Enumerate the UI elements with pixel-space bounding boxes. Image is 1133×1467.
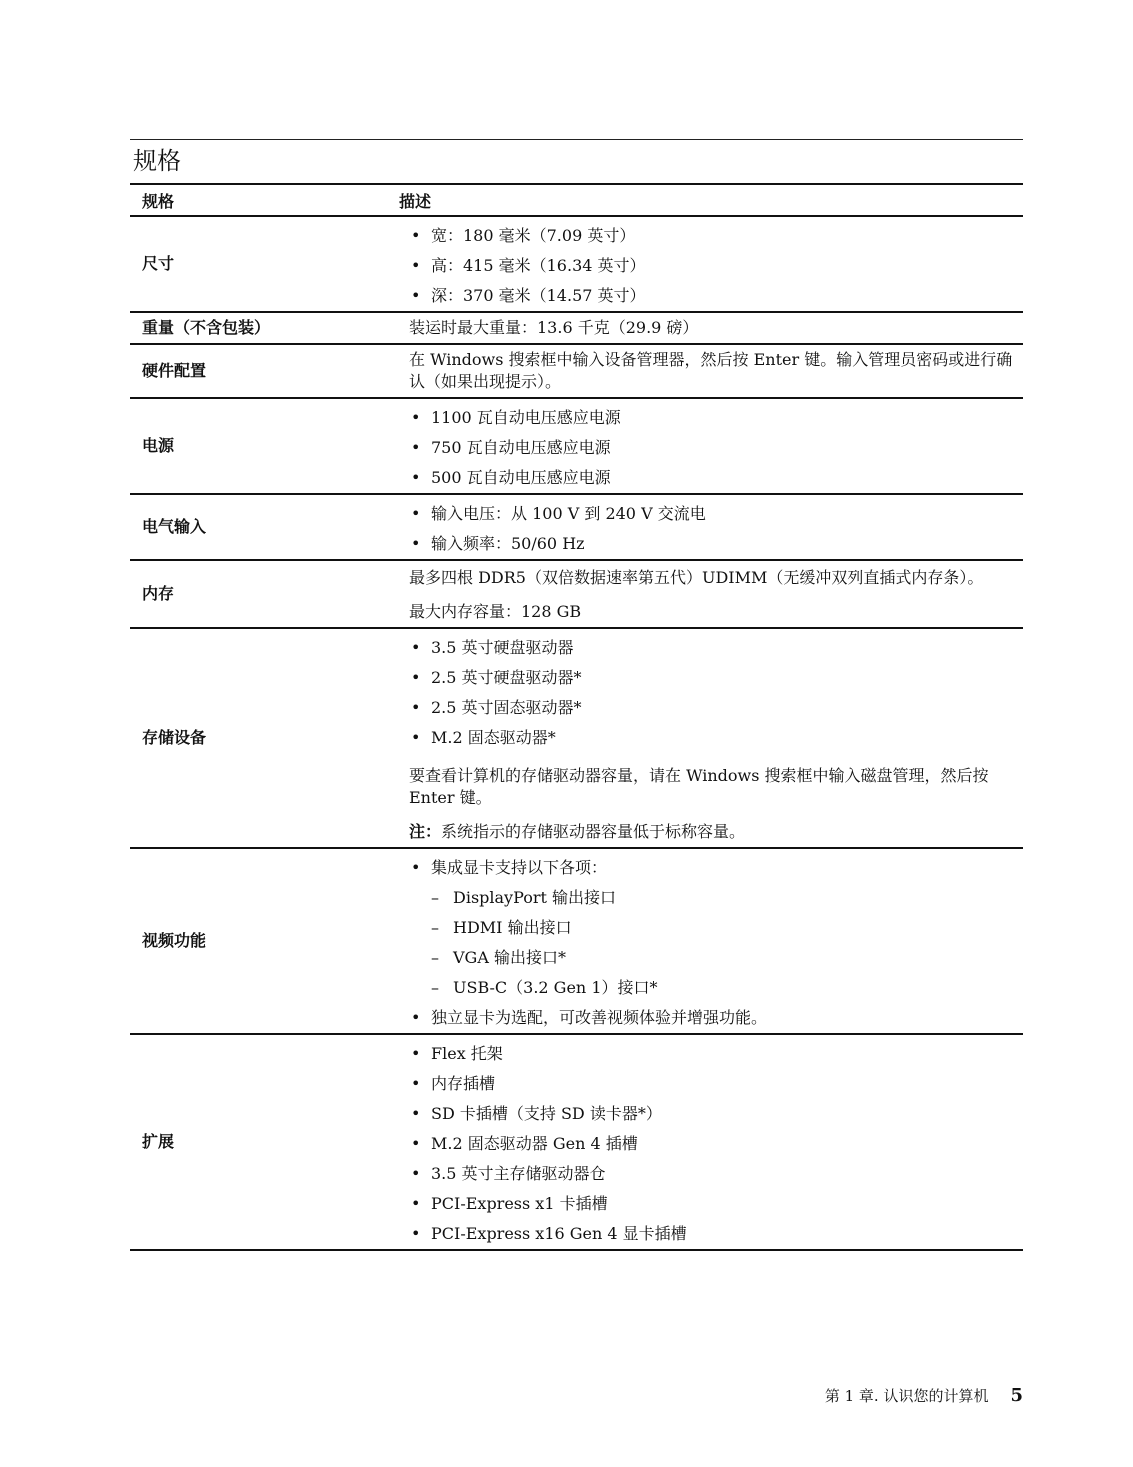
row-label: 电气输入 xyxy=(130,494,399,560)
row-label: 扩展 xyxy=(130,1034,399,1250)
list-item: • 输入电压：从 100 V 到 240 V 交流电 xyxy=(411,504,706,523)
memory-text: 最多四根 DDR5（双倍数据速率第五代）UDIMM（无缓冲双列直插式内存条）。 xyxy=(409,568,984,587)
list-item: • 1100 瓦自动电压感应电源 xyxy=(411,408,621,427)
table-row-memory xyxy=(130,560,1023,628)
list-item: • 内存插槽 xyxy=(411,1074,496,1093)
row-label: 重量（不含包装） xyxy=(130,312,399,344)
row-description: 在 Windows 搜索框中输入设备管理器，然后按 Enter 键。输入管理员密码或进行确认（如果出现提示）。 xyxy=(399,344,1023,398)
table-row-expansion xyxy=(130,1034,1023,1250)
table-row-hardware xyxy=(130,344,1023,398)
row-label: 电源 xyxy=(130,398,399,494)
row-description xyxy=(399,216,1023,312)
memory-capacity: 最大内存容量：128 GB xyxy=(409,602,582,621)
table-row-storage xyxy=(130,628,1023,848)
note-label: 注： xyxy=(409,822,442,841)
list-item: • 独立显卡为选配，可改善视频体验并增强功能。 xyxy=(411,1008,768,1027)
list-item: • 2.5 英寸固态驱动器* xyxy=(411,698,582,717)
table-row-video xyxy=(130,848,1023,1034)
chapter-title: 第 1 章. 认识您的计算机 xyxy=(824,1387,989,1405)
list-item: • 3.5 英寸主存储驱动器仓 xyxy=(411,1164,606,1183)
list-item: • 500 瓦自动电压感应电源 xyxy=(411,468,611,487)
note-text: 系统指示的存储驱动器容量低于标称容量。 xyxy=(441,822,746,841)
page-footer xyxy=(825,1385,1023,1406)
list-item: • 集成显卡支持以下各项： – DisplayPort 输出接口 – HDMI 输出接口 – VGA 输出接口* – USB-C（3.2 Gen 1）接口* xyxy=(409,857,1015,999)
list-item: • 3.5 英寸硬盘驱动器 xyxy=(411,638,574,657)
row-label: 硬件配置 xyxy=(130,344,399,398)
list-item: • 输入频率：50/60 Hz xyxy=(411,534,585,553)
list-item: • M.2 固态驱动器* xyxy=(411,728,556,747)
specifications-table xyxy=(130,183,1023,1251)
specifications-section xyxy=(130,139,1023,1251)
table-row-dimensions xyxy=(130,216,1023,312)
storage-text: 要查看计算机的存储驱动器容量，请在 Windows 搜索框中输入磁盘管理，然后按 Enter 键。 xyxy=(409,766,989,807)
row-label: 存储设备 xyxy=(130,628,399,848)
list-item: • 深：370 毫米（14.57 英寸） xyxy=(411,286,646,305)
sub-list-item: – HDMI 输出接口 xyxy=(431,918,572,937)
row-label: 内存 xyxy=(130,560,399,628)
table-row-power xyxy=(130,398,1023,494)
list-item: • PCI-Express x1 卡插槽 xyxy=(411,1194,608,1213)
row-description xyxy=(399,848,1023,1034)
row-description xyxy=(399,398,1023,494)
list-item: • Flex 托架 xyxy=(411,1044,503,1063)
table-row-electrical xyxy=(130,494,1023,560)
list-item: • 2.5 英寸硬盘驱动器* xyxy=(411,668,582,687)
row-description xyxy=(399,1034,1023,1250)
page-number: 5 xyxy=(1010,1385,1023,1406)
header-spec: 规格 xyxy=(130,184,399,216)
table-header-row xyxy=(130,184,1023,216)
row-description xyxy=(399,494,1023,560)
row-description xyxy=(399,560,1023,628)
storage-note xyxy=(409,821,1015,843)
section-title: 规格 xyxy=(133,147,181,175)
sub-list-item: – VGA 输出接口* xyxy=(431,948,566,967)
sub-list-item: – DisplayPort 输出接口 xyxy=(431,888,617,907)
list-item: • SD 卡插槽（支持 SD 读卡器*） xyxy=(411,1104,662,1123)
row-label: 视频功能 xyxy=(130,848,399,1034)
list-item: • M.2 固态驱动器 Gen 4 插槽 xyxy=(411,1134,638,1153)
list-item: • PCI-Express x16 Gen 4 显卡插槽 xyxy=(411,1224,687,1243)
list-item: • 高：415 毫米（16.34 英寸） xyxy=(411,256,646,275)
row-description xyxy=(399,628,1023,848)
row-description: 装运时最大重量：13.6 千克（29.9 磅） xyxy=(399,312,1023,344)
sub-list-item: – USB-C（3.2 Gen 1）接口* xyxy=(431,978,658,997)
table-row-weight xyxy=(130,312,1023,344)
row-label: 尺寸 xyxy=(130,216,399,312)
header-description: 描述 xyxy=(399,184,1023,216)
list-item: • 750 瓦自动电压感应电源 xyxy=(411,438,611,457)
list-item: • 宽：180 毫米（7.09 英寸） xyxy=(411,226,636,245)
